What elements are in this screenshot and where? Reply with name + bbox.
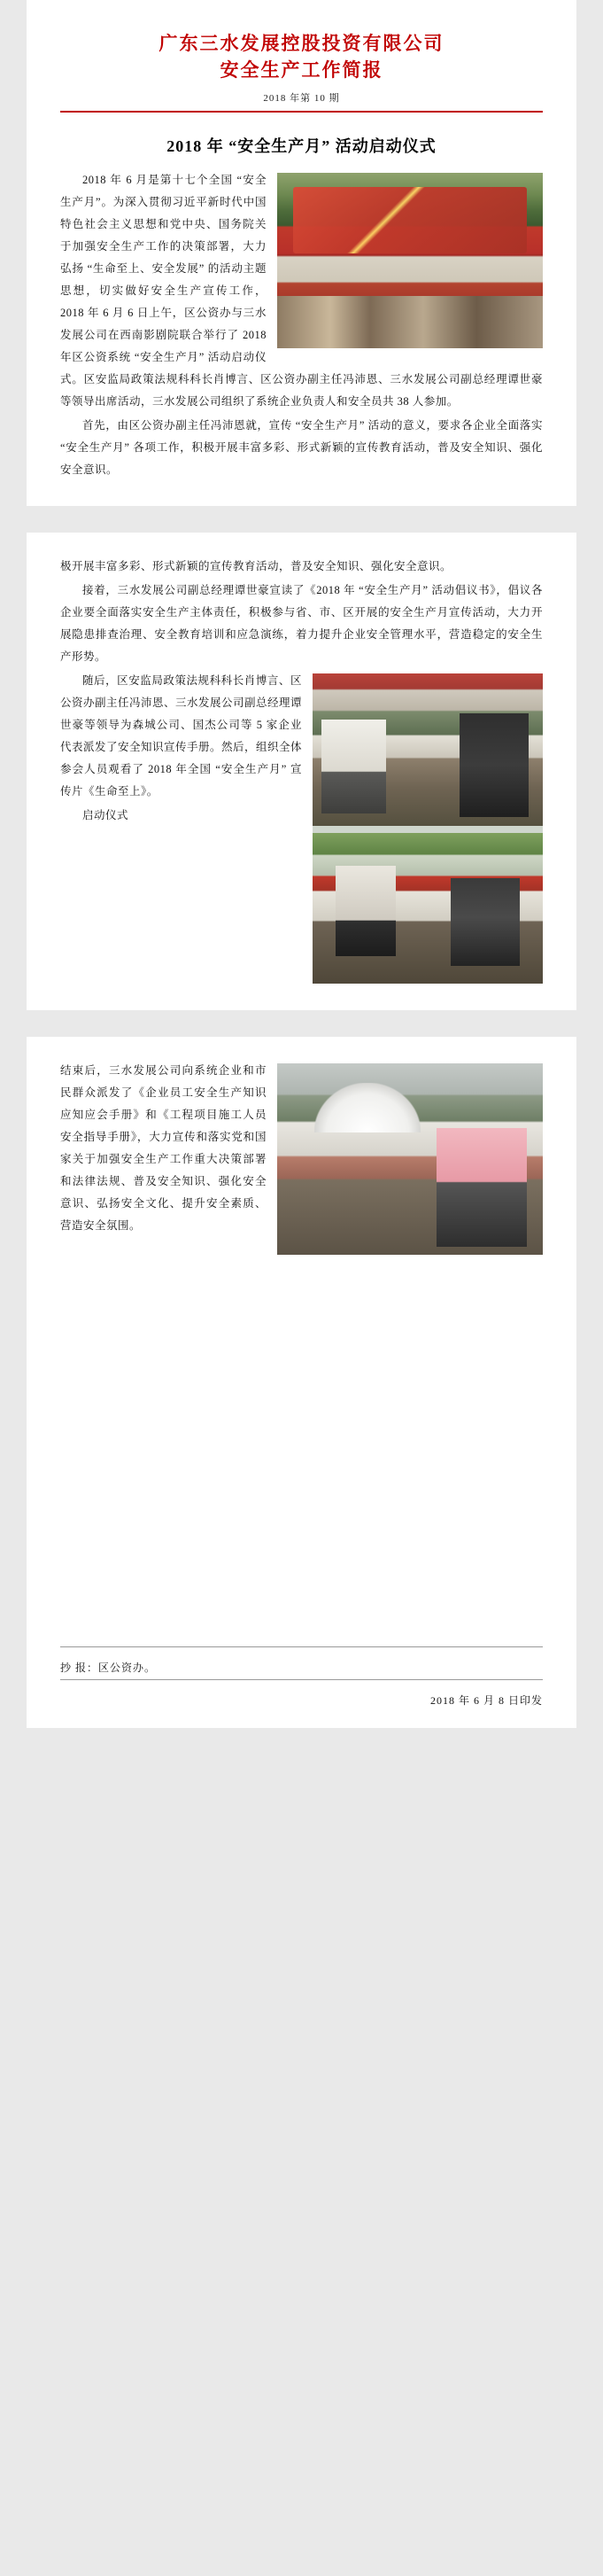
paragraph-2-tail: 极开展丰富多彩、形式新颖的宣传教育活动，普及安全知识、强化安全意识。 [60, 560, 452, 572]
masthead [27, 0, 576, 113]
street-distribution-photo [277, 1063, 543, 1255]
paragraph-4: 随后，区安监局政策法规科科长肖博言、区公资办副主任冯沛恩、三水发展公司副总经理谭世豪等领导为森城公司、国杰公司等 5 家企业代表派发了安全知识宣传手册。然后，组织全体参会人员观看了 2018 年全国 “安全生产月” 宣传片《生命至上》。 [60, 674, 303, 798]
page-sheet-2 [27, 533, 576, 1010]
sheet-3-body [27, 1037, 576, 1728]
handing-out-booklets-photo [313, 673, 543, 826]
paragraph-2: 首先，由区公资办副主任冯沛恩就，宣传 “安全生产月” 活动的意义，要求各企业全面落实 “安全生产月” 各项工作，积极开展丰富多彩、形式新颖的宣传教育活动，普及安全知识、强化安全意识。 [60, 419, 543, 476]
masthead-issue-number: 2018 年第 10 期 [263, 93, 340, 104]
sheet-2-body [27, 533, 576, 1010]
paragraph-1: 2018 年 6 月是第十七个全国 “安全生产月”。为深入贯彻习近平新时代中国特色社会主义思想和党中央、国务院关于加强安全生产工作的决策部署，大力弘扬 “生命至上、安全发展” 的活动主题思想，切实做好安全生产宣传工作， 2018 年 6 月 6 日上午，区公资办与三水发展公司在西南影剧院联合举行了 2018 年区公资系统 “安全生产月” 活动启动仪式。区安监局政策法规科科长肖博言、区公资办副主任冯沛恩、三水发展公司副总经理谭世豪等领导出席活动，三水发展公司组织了系统企业负责人和安全员共 38 人参加。 [60, 174, 543, 408]
sheet-divider-1 [0, 506, 603, 533]
masthead-title-line-1: 广东三水发展控股投资有限公司 [158, 33, 445, 54]
sheet-1-body [27, 134, 576, 506]
cc-line: 抄 报：区公资办。 [60, 1662, 157, 1674]
masthead-title-line-2: 安全生产工作简报 [220, 59, 383, 81]
page-sheet-1 [27, 0, 576, 506]
figure-group-right [313, 673, 543, 984]
registration-desk-photo [313, 833, 543, 984]
footer-divider-2 [60, 1679, 543, 1680]
footer-divider [60, 1646, 543, 1647]
paragraph-3: 接着，三水发展公司副总经理谭世豪宣读了《2018 年 “安全生产月” 活动倡议书》，倡议各企业要全面落实安全生产主体责任，积极参与省、市、区开展的安全生产月宣传活动，大力开展隐患排查治理、安全教育培训和应急演练，着力提升企业安全管理水平，营造稳定的安全生产形势。 [60, 584, 543, 663]
paragraph-5: 结束后，三水发展公司向系统企业和市民群众派发了《企业员工安全生产知识应知应会手册》和《工程项目施工人员安全指导手册》，大力宣传和落实党和国家关于加强安全生产工作重大决策部署和法律法规、普及安全知识、强化安全意识、弘扬安全文化、提升安全素质、营造安全氛围。 [60, 1064, 267, 1232]
sheet-divider-2 [0, 1010, 603, 1037]
paragraph-5-lead: 启动仪式 [82, 809, 129, 821]
issue-date: 2018 年 6 月 8 日印发 [429, 1694, 543, 1707]
launch-ceremony-stage-photo [277, 173, 543, 348]
document-footer [60, 1630, 543, 1728]
page-title: 2018 年 “安全生产月” 活动启动仪式 [166, 137, 437, 155]
page-sheet-3 [27, 1037, 576, 1728]
masthead-divider [60, 111, 543, 113]
